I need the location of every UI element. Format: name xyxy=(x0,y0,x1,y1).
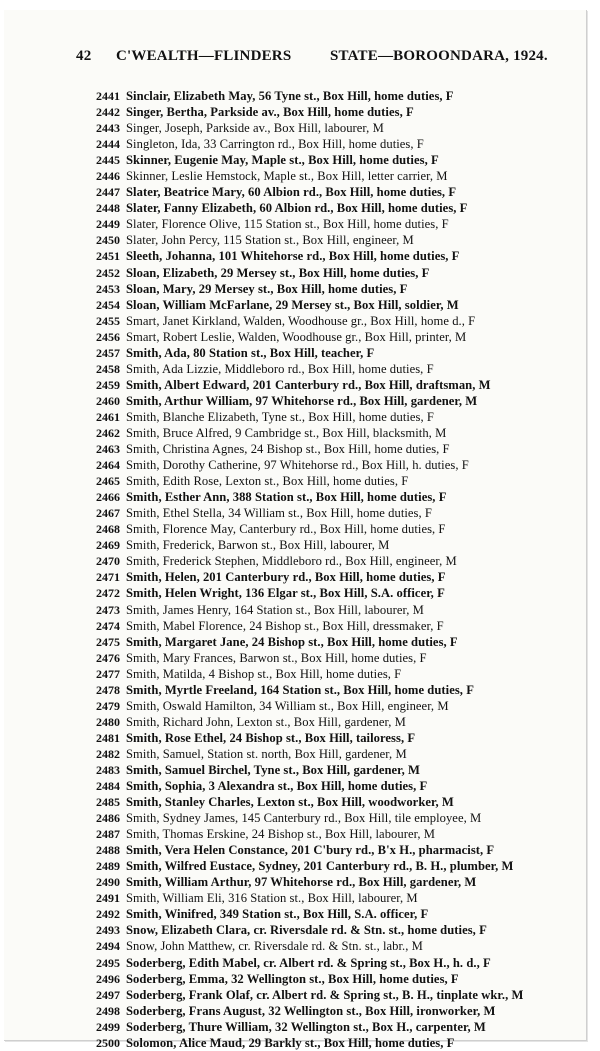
entry-text: Smith, Winifred, 349 Station st., Box Hill, S.A. officer, F xyxy=(126,907,429,922)
list-item xyxy=(70,216,590,232)
entry-text: Smith, Samuel, Station st. north, Box Hill, gardener, M xyxy=(126,746,407,761)
entry-text: Soderberg, Frank Olaf, cr. Albert rd. & Spring st., B. H., tinplate wkr., M xyxy=(126,987,524,1002)
entry-number: 2487 xyxy=(96,827,120,842)
list-item xyxy=(70,1019,590,1035)
page-header xyxy=(76,48,581,72)
entry-text: Sloan, William McFarlane, 29 Mersey st., Box Hill, soldier, M xyxy=(126,297,459,312)
entry-number: 2456 xyxy=(96,329,120,344)
entry-text: Smith, Samuel Birchel, Tyne st., Box Hill, gardener, M xyxy=(126,762,420,777)
entry-text: Smith, Myrtle Freeland, 164 Station st., Box Hill, home duties, F xyxy=(126,682,474,697)
entry-number: 2478 xyxy=(96,682,120,697)
list-item xyxy=(70,778,590,794)
entry-text: Smith, Florence May, Canterbury rd., Box Hill, home duties, F xyxy=(126,522,446,537)
list-item xyxy=(70,265,590,281)
list-item xyxy=(70,281,590,297)
page-number: 42 xyxy=(76,48,92,64)
entry-text: Sloan, Elizabeth, 29 Mersey st., Box Hill, home duties, F xyxy=(126,265,430,280)
list-item xyxy=(70,88,590,104)
entry-number: 2448 xyxy=(96,201,120,216)
list-item xyxy=(70,794,590,810)
entry-number: 2491 xyxy=(96,891,120,906)
list-item xyxy=(70,313,590,329)
entry-text: Smith, Vera Helen Constance, 201 C'bury rd., B'x H., pharmacist, F xyxy=(126,843,495,858)
entry-text: Smith, William Eli, 316 Station st., Box Hill, labourer, M xyxy=(126,891,418,906)
entry-text: Smith, Margaret Jane, 24 Bishop st., Box Hill, home duties, F xyxy=(126,634,458,649)
entry-number: 2468 xyxy=(96,522,120,537)
entry-number: 2459 xyxy=(96,377,120,392)
list-item xyxy=(70,457,590,473)
list-item xyxy=(70,361,590,377)
list-item xyxy=(70,232,590,248)
entry-text: Smith, Wilfred Eustace, Sydney, 201 Canterbury rd., B. H., plumber, M xyxy=(126,859,514,874)
entry-number: 2494 xyxy=(96,939,120,954)
entry-number: 2442 xyxy=(96,105,120,120)
entry-number: 2484 xyxy=(96,779,120,794)
entry-text: Soderberg, Thure William, 32 Wellington st., Box H., carpenter, M xyxy=(126,1019,486,1034)
entry-number: 2469 xyxy=(96,538,120,553)
entry-number: 2461 xyxy=(96,409,120,424)
entry-number: 2473 xyxy=(96,602,120,617)
entry-text: Singer, Joseph, Parkside av., Box Hill, labourer, M xyxy=(126,121,384,136)
list-item xyxy=(70,521,590,537)
entry-text: Smith, Ada, 80 Station st., Box Hill, teacher, F xyxy=(126,345,375,360)
list-item xyxy=(70,377,590,393)
entry-number: 2481 xyxy=(96,730,120,745)
entry-number: 2453 xyxy=(96,281,120,296)
entry-text: Soderberg, Emma, 32 Wellington st., Box Hill, home duties, F xyxy=(126,971,459,986)
entry-text: Smith, Arthur William, 97 Whitehorse rd., Box Hill, gardener, M xyxy=(126,393,478,408)
entry-text: Smith, Richard John, Lexton st., Box Hill, gardener, M xyxy=(126,714,406,729)
list-item xyxy=(70,842,590,858)
entry-number: 2458 xyxy=(96,361,120,376)
entry-text: Sloan, Mary, 29 Mersey st., Box Hill, home duties, F xyxy=(126,281,408,296)
list-item xyxy=(70,1035,590,1051)
header-left-title: C'WEALTH—FLINDERS xyxy=(116,48,292,64)
list-item xyxy=(70,345,590,361)
list-item xyxy=(70,938,590,954)
entry-text: Smith, Thomas Erskine, 24 Bishop st., Box Hill, labourer, M xyxy=(126,827,436,842)
entry-text: Smith, James Henry, 164 Station st., Box Hill, labourer, M xyxy=(126,602,424,617)
entry-number: 2490 xyxy=(96,875,120,890)
entry-text: Snow, John Matthew, cr. Riversdale rd. & Stn. st., labr., M xyxy=(126,939,423,954)
list-item xyxy=(70,730,590,746)
entry-text: Smith, William Arthur, 97 Whitehorse rd., Box Hill, gardener, M xyxy=(126,875,477,890)
list-item xyxy=(70,714,590,730)
entry-text: Smith, Helen Wright, 136 Elgar st., Box Hill, S.A. officer, F xyxy=(126,586,445,601)
list-item xyxy=(70,810,590,826)
entry-text: Smith, Helen, 201 Canterbury rd., Box Hill, home duties, F xyxy=(126,570,446,585)
entry-text: Smith, Frederick Stephen, Middleboro rd., Box Hill, engineer, M xyxy=(126,554,457,569)
list-item xyxy=(70,569,590,585)
list-item xyxy=(70,409,590,425)
entry-number: 2483 xyxy=(96,762,120,777)
entry-number: 2472 xyxy=(96,586,120,601)
entry-number: 2464 xyxy=(96,458,120,473)
list-item xyxy=(70,537,590,553)
list-item xyxy=(70,698,590,714)
entry-number: 2471 xyxy=(96,570,120,585)
entry-number: 2443 xyxy=(96,121,120,136)
list-item xyxy=(70,184,590,200)
entry-number: 2475 xyxy=(96,634,120,649)
list-item xyxy=(70,152,590,168)
list-item xyxy=(70,906,590,922)
list-item xyxy=(70,297,590,313)
entry-number: 2476 xyxy=(96,650,120,665)
entry-number: 2477 xyxy=(96,666,120,681)
entry-number: 2462 xyxy=(96,425,120,440)
entry-text: Smart, Janet Kirkland, Walden, Woodhouse gr., Box Hill, home d., F xyxy=(126,313,476,328)
list-item xyxy=(70,874,590,890)
directory-page xyxy=(4,10,587,1050)
entry-text: Smith, Oswald Hamilton, 34 William st., Box Hill, engineer, M xyxy=(126,698,449,713)
entry-number: 2457 xyxy=(96,345,120,360)
entry-text: Smith, Christina Agnes, 24 Bishop st., Box Hill, home duties, F xyxy=(126,442,450,457)
entry-number: 2449 xyxy=(96,217,120,232)
list-item xyxy=(70,955,590,971)
entry-number: 2466 xyxy=(96,490,120,505)
entry-text: Smith, Esther Ann, 388 Station st., Box Hill, home duties, F xyxy=(126,490,447,505)
entry-number: 2486 xyxy=(96,811,120,826)
entry-text: Smith, Albert Edward, 201 Canterbury rd., Box Hill, draftsman, M xyxy=(126,377,491,392)
list-item xyxy=(70,618,590,634)
entry-number: 2489 xyxy=(96,859,120,874)
entry-number: 2454 xyxy=(96,297,120,312)
entry-text: Smith, Matilda, 4 Bishop st., Box Hill, home duties, F xyxy=(126,666,402,681)
entry-text: Smith, Sophia, 3 Alexandra st., Box Hill, home duties, F xyxy=(126,779,428,794)
entry-number: 2465 xyxy=(96,474,120,489)
entry-text: Skinner, Eugenie May, Maple st., Box Hill, home duties, F xyxy=(126,153,439,168)
entry-text: Smith, Sydney James, 145 Canterbury rd., Box Hill, tile employee, M xyxy=(126,811,482,826)
list-item xyxy=(70,104,590,120)
entry-text: Smith, Mabel Florence, 24 Bishop st., Box Hill, dressmaker, F xyxy=(126,618,444,633)
list-item xyxy=(70,473,590,489)
list-item xyxy=(70,425,590,441)
list-item xyxy=(70,650,590,666)
list-item xyxy=(70,1003,590,1019)
entry-number: 2450 xyxy=(96,233,120,248)
list-item xyxy=(70,248,590,264)
entry-text: Slater, John Percy, 115 Station st., Box Hill, engineer, M xyxy=(126,233,414,248)
entry-text: Solomon, Alice Maud, 29 Barkly st., Box Hill, home duties, F xyxy=(126,1035,455,1050)
list-item xyxy=(70,393,590,409)
list-item xyxy=(70,890,590,906)
entry-text: Sinclair, Elizabeth May, 56 Tyne st., Box Hill, home duties, F xyxy=(126,89,454,103)
entry-text: Singleton, Ida, 33 Carrington rd., Box Hill, home duties, F xyxy=(126,137,424,152)
entry-text: Snow, Elizabeth Clara, cr. Riversdale rd. & Stn. st., home duties, F xyxy=(126,923,487,938)
entry-number: 2455 xyxy=(96,313,120,328)
entry-text: Skinner, Leslie Hemstock, Maple st., Box Hill, letter carrier, M xyxy=(126,169,448,184)
entry-text: Smith, Ethel Stella, 34 William st., Box Hill, home duties, F xyxy=(126,506,432,521)
entry-text: Smart, Robert Leslie, Walden, Woodhouse gr., Box Hill, printer, M xyxy=(126,329,467,344)
list-item xyxy=(70,489,590,505)
entry-text: Smith, Bruce Alfred, 9 Cambridge st., Box Hill, blacksmith, M xyxy=(126,425,447,440)
list-item xyxy=(70,136,590,152)
entry-number: 2460 xyxy=(96,393,120,408)
entry-number: 2451 xyxy=(96,249,120,264)
entry-number: 2445 xyxy=(96,153,120,168)
entry-number: 2485 xyxy=(96,795,120,810)
entry-number: 2444 xyxy=(96,137,120,152)
entry-number: 2446 xyxy=(96,169,120,184)
entry-number: 2492 xyxy=(96,907,120,922)
entry-number: 2470 xyxy=(96,554,120,569)
entry-text: Smith, Mary Frances, Barwon st., Box Hill, home duties, F xyxy=(126,650,427,665)
entry-text: Slater, Fanny Elizabeth, 60 Albion rd., Box Hill, home duties, F xyxy=(126,201,468,216)
entry-text: Smith, Dorothy Catherine, 97 Whitehorse rd., Box Hill, h. duties, F xyxy=(126,458,469,473)
entry-text: Smith, Stanley Charles, Lexton st., Box Hill, woodworker, M xyxy=(126,795,454,810)
list-item xyxy=(70,682,590,698)
entry-number: 2495 xyxy=(96,955,120,970)
entry-number: 2493 xyxy=(96,923,120,938)
entry-number: 2467 xyxy=(96,506,120,521)
list-item xyxy=(70,971,590,987)
header-right-title: STATE—BOROONDARA, 1924. xyxy=(330,48,548,64)
entry-number: 2499 xyxy=(96,1019,120,1034)
entry-number: 2474 xyxy=(96,618,120,633)
entry-text: Soderberg, Frans August, 32 Wellington st., Box Hill, ironworker, M xyxy=(126,1003,496,1018)
entry-text: Smith, Edith Rose, Lexton st., Box Hill, home duties, F xyxy=(126,474,409,489)
entry-text: Sleeth, Johanna, 101 Whitehorse rd., Box Hill, home duties, F xyxy=(126,249,460,264)
entry-number: 2496 xyxy=(96,971,120,986)
entry-number: 2488 xyxy=(96,843,120,858)
list-item xyxy=(70,329,590,345)
entry-text: Smith, Ada Lizzie, Middleboro rd., Box Hill, home duties, F xyxy=(126,361,434,376)
entry-number: 2463 xyxy=(96,442,120,457)
entry-text: Smith, Blanche Elizabeth, Tyne st., Box Hill, home duties, F xyxy=(126,409,434,424)
list-item xyxy=(70,602,590,618)
entry-text: Smith, Rose Ethel, 24 Bishop st., Box Hill, tailoress, F xyxy=(126,730,416,745)
entry-number: 2497 xyxy=(96,987,120,1002)
list-item xyxy=(70,553,590,569)
entry-number: 2441 xyxy=(96,89,120,103)
entry-list xyxy=(70,88,590,1051)
entry-number: 2500 xyxy=(96,1035,120,1050)
entry-number: 2480 xyxy=(96,714,120,729)
list-item xyxy=(70,746,590,762)
list-item xyxy=(70,168,590,184)
entry-number: 2498 xyxy=(96,1003,120,1018)
entry-number: 2452 xyxy=(96,265,120,280)
list-item xyxy=(70,858,590,874)
list-item xyxy=(70,120,590,136)
entry-text: Soderberg, Edith Mabel, cr. Albert rd. & Spring st., Box H., h. d., F xyxy=(126,955,491,970)
entry-number: 2482 xyxy=(96,746,120,761)
list-item xyxy=(70,987,590,1003)
entry-text: Singer, Bertha, Parkside av., Box Hill, home duties, F xyxy=(126,105,414,120)
entry-number: 2447 xyxy=(96,185,120,200)
list-item xyxy=(70,634,590,650)
list-item xyxy=(70,200,590,216)
list-item xyxy=(70,922,590,938)
list-item xyxy=(70,585,590,601)
list-item xyxy=(70,666,590,682)
list-item xyxy=(70,762,590,778)
entry-number: 2479 xyxy=(96,698,120,713)
entry-text: Slater, Beatrice Mary, 60 Albion rd., Box Hill, home duties, F xyxy=(126,185,457,200)
list-item xyxy=(70,505,590,521)
list-item xyxy=(70,826,590,842)
list-item xyxy=(70,441,590,457)
entry-text: Smith, Frederick, Barwon st., Box Hill, labourer, M xyxy=(126,538,390,553)
entry-text: Slater, Florence Olive, 115 Station st., Box Hill, home duties, F xyxy=(126,217,449,232)
